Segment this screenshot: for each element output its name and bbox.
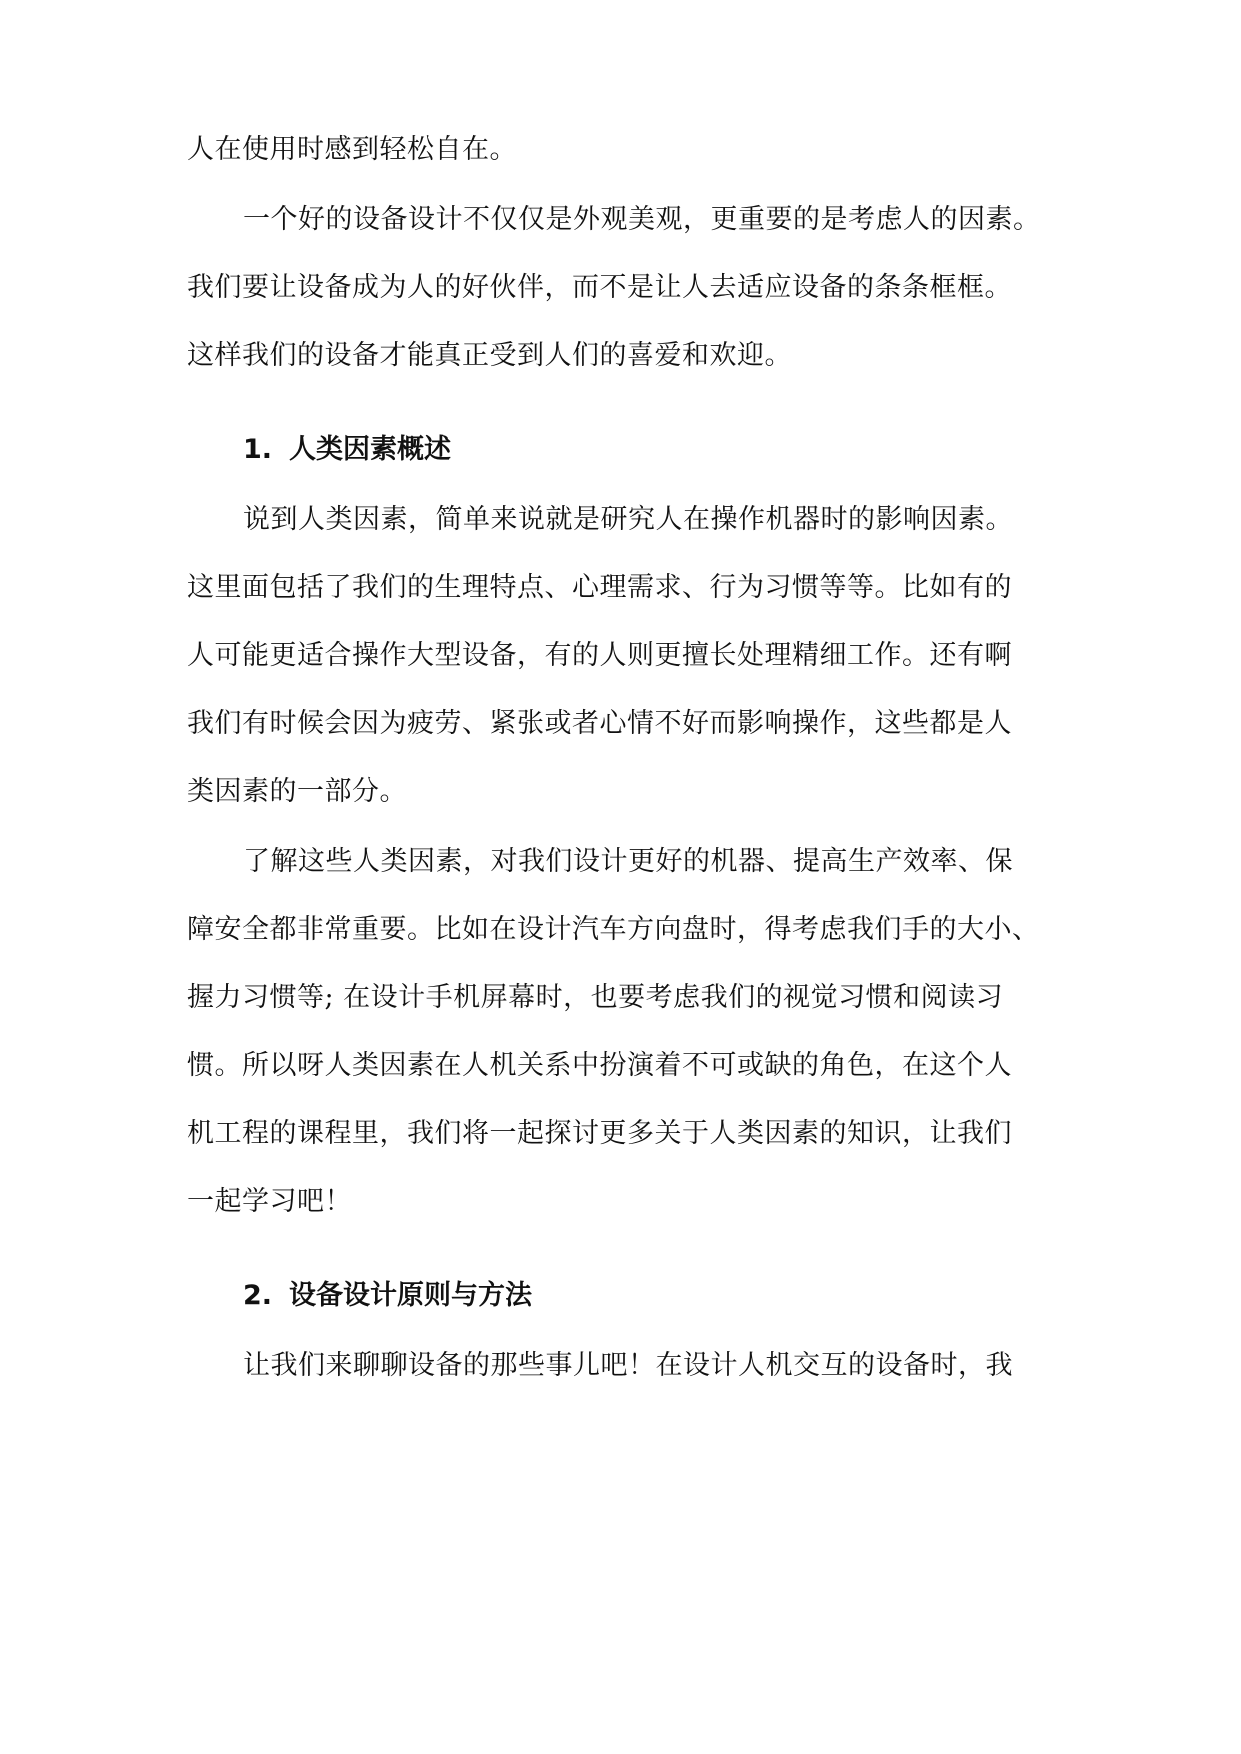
section-title: 设备设计原则与方法	[289, 1280, 532, 1311]
paragraph-line: 一个好的设备设计不仅仅是外观美观，更重要的是考虑人的因素。	[243, 204, 1041, 235]
paragraph-line: 机工程的课程里，我们将一起探讨更多关于人类因素的知识，让我们	[187, 1118, 1012, 1149]
paragraph-line: 一起学习吧！	[187, 1186, 352, 1217]
paragraph-line: 我们有时候会因为疲劳、紧张或者心情不好而影响操作，这些都是人	[187, 708, 1012, 739]
paragraph-line: 了解这些人类因素，对我们设计更好的机器、提高生产效率、保	[243, 846, 1013, 877]
section-title: 人类因素概述	[289, 434, 451, 465]
section-heading-1	[243, 430, 451, 470]
paragraph-line: 这样我们的设备才能真正受到人们的喜爱和欢迎。	[187, 340, 792, 371]
section-heading-2	[243, 1276, 532, 1316]
paragraph-line: 握力习惯等; 在设计手机屏幕时，也要考虑我们的视觉习惯和阅读习	[187, 982, 1004, 1013]
paragraph-line: 障安全都非常重要。比如在设计汽车方向盘时，得考虑我们手的大小、	[187, 914, 1040, 945]
paragraph-line: 说到人类因素，简单来说就是研究人在操作机器时的影响因素。	[243, 504, 1013, 535]
paragraph-line: 人可能更适合操作大型设备，有的人则更擅长处理精细工作。还有啊	[187, 640, 1012, 671]
paragraph-line: 人在使用时感到轻松自在。	[187, 134, 517, 165]
paragraph-line: 让我们来聊聊设备的那些事儿吧！在设计人机交互的设备时，我	[243, 1350, 1013, 1381]
section-number: 2.	[243, 1280, 273, 1311]
paragraph-line: 惯。所以呀人类因素在人机关系中扮演着不可或缺的角色，在这个人	[187, 1050, 1012, 1081]
paragraph-line: 这里面包括了我们的生理特点、心理需求、行为习惯等等。比如有的	[187, 572, 1012, 603]
paragraph-line: 我们要让设备成为人的好伙伴，而不是让人去适应设备的条条框框。	[187, 272, 1012, 303]
section-number: 1.	[243, 434, 273, 465]
paragraph-line: 类因素的一部分。	[187, 776, 407, 807]
